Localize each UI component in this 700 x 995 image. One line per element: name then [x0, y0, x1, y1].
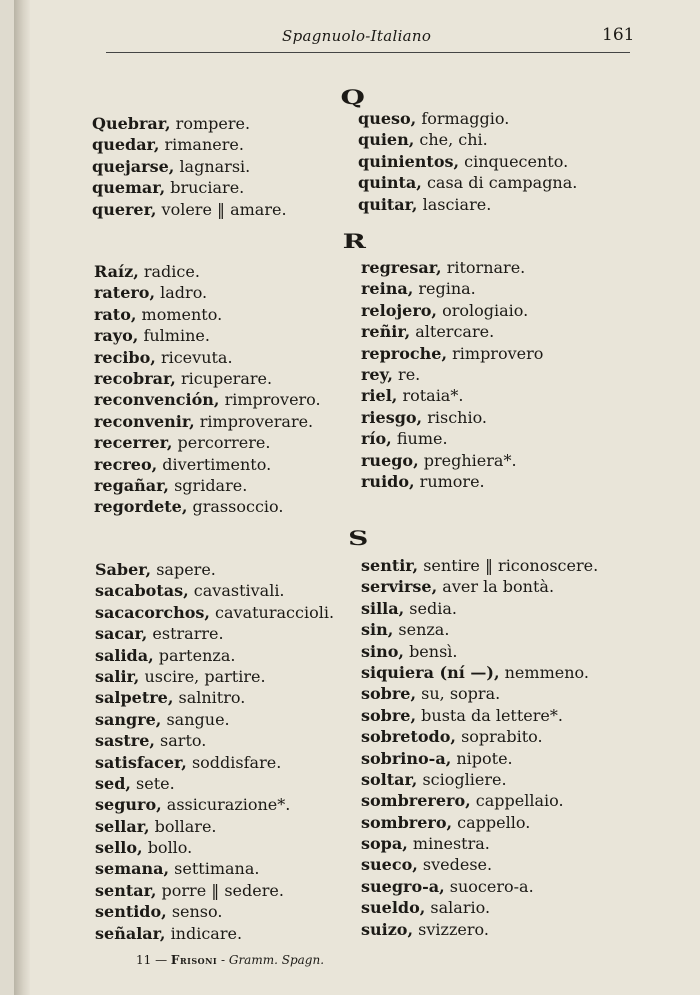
entry-translation: nipote.	[456, 748, 513, 768]
entry-translation: momento.	[141, 304, 223, 324]
dictionary-entry	[361, 619, 598, 640]
dictionary-entry	[361, 854, 598, 875]
entry-translation: minestra.	[412, 834, 490, 854]
entry-headword: Saber,	[95, 560, 152, 579]
entry-translation: bensì.	[409, 641, 458, 661]
entry-headword: sopa,	[361, 834, 408, 854]
entry-headword: sombrerero,	[361, 791, 471, 811]
dictionary-entry	[95, 752, 334, 773]
entry-headword: reñir,	[361, 322, 411, 342]
entry-headword: reina,	[361, 279, 414, 299]
section-r-left-column	[94, 261, 321, 518]
dictionary-entry	[94, 411, 321, 432]
entry-translation: casa di campagna.	[426, 173, 578, 193]
entry-translation: rimprovero	[452, 343, 544, 363]
dictionary-entry	[95, 602, 334, 623]
dictionary-entry	[361, 428, 543, 449]
dictionary-entry	[95, 923, 334, 944]
page-number: 161	[602, 25, 635, 45]
entry-translation: sangue.	[166, 709, 230, 729]
entry-headword: semana,	[95, 859, 170, 879]
entry-translation: svedese.	[422, 855, 493, 875]
entry-headword: ruido,	[361, 471, 415, 491]
entry-headword: sobrino-a,	[361, 748, 452, 768]
header-rule	[106, 52, 630, 53]
dictionary-entry	[361, 576, 598, 597]
entry-headword: sueldo,	[361, 898, 426, 918]
entry-headword: salida,	[95, 645, 154, 665]
dictionary-entry	[95, 901, 334, 922]
dictionary-entry	[361, 726, 598, 747]
entry-headword: quinta,	[358, 173, 422, 193]
dictionary-entry	[92, 156, 287, 177]
dictionary-entry	[94, 325, 321, 346]
entry-translation: senso.	[171, 902, 223, 922]
entry-headword: sed,	[95, 773, 131, 793]
entry-translation: ladro.	[160, 283, 208, 303]
entry-translation: nemmeno.	[504, 662, 589, 682]
entry-headword: sentido,	[95, 902, 167, 922]
entry-translation: volere ‖ amare.	[161, 199, 287, 219]
entry-translation: sciogliere.	[422, 769, 507, 789]
section-s-right-column	[361, 555, 598, 940]
book-page	[14, 0, 700, 995]
entry-headword: suizo,	[361, 919, 414, 939]
entry-translation: svizzero.	[418, 919, 489, 939]
entry-headword: recerrer,	[94, 433, 173, 453]
dictionary-entry	[361, 555, 598, 576]
entry-translation: rimproverare.	[199, 411, 314, 431]
entry-headword: regañar,	[94, 475, 169, 495]
dictionary-entry	[361, 833, 598, 854]
dictionary-entry	[361, 257, 543, 278]
entry-headword: regordete,	[94, 497, 188, 517]
dictionary-entry	[94, 454, 321, 475]
entry-translation: rimanere.	[164, 135, 244, 155]
dictionary-entry	[92, 177, 287, 198]
entry-translation: che, chi.	[419, 130, 488, 150]
entry-translation: su, sopra.	[421, 684, 501, 704]
dictionary-entry	[358, 151, 577, 172]
dictionary-entry	[358, 108, 577, 129]
entry-headword: queso,	[358, 109, 417, 128]
entry-translation: cappellaio.	[475, 791, 564, 811]
dictionary-entry	[361, 705, 598, 726]
entry-translation: partenza.	[158, 645, 236, 665]
entry-translation: assicurazione*.	[166, 795, 291, 815]
entry-translation: grassoccio.	[192, 497, 284, 517]
entry-headword: rey,	[361, 364, 393, 384]
footer-book-title: Gramm. Spagn.	[228, 953, 325, 967]
section-s-left-column	[95, 559, 334, 944]
binding-gutter	[14, 0, 30, 995]
dictionary-entry	[95, 709, 334, 730]
section-letter-r: R	[342, 229, 366, 253]
dictionary-entry	[361, 897, 598, 918]
entry-translation: indicare.	[170, 923, 243, 943]
entry-translation: salnitro.	[178, 688, 246, 708]
dictionary-entry	[95, 773, 334, 794]
entry-translation: preghiera*.	[423, 450, 517, 470]
entry-translation: soprabito.	[461, 727, 543, 747]
entry-headword: sin,	[361, 620, 394, 640]
entry-translation: soddisfare.	[191, 752, 282, 772]
entry-headword: recibo,	[94, 347, 156, 367]
entry-headword: riel,	[361, 386, 398, 406]
entry-headword: relojero,	[361, 300, 437, 320]
entry-translation: sgridare.	[174, 475, 248, 495]
entry-translation: orologiaio.	[442, 300, 529, 320]
entry-headword: rayo,	[94, 326, 139, 346]
dictionary-entry	[361, 278, 543, 299]
dictionary-entry	[361, 300, 543, 321]
entry-headword: sobretodo,	[361, 727, 456, 747]
dictionary-entry	[361, 471, 543, 492]
entry-translation: estrarre.	[152, 624, 224, 644]
entry-headword: soltar,	[361, 769, 418, 789]
entry-headword: regresar,	[361, 258, 442, 277]
entry-translation: cavaturaccioli.	[215, 602, 335, 622]
entry-translation: rompere.	[175, 114, 251, 133]
entry-translation: altercare.	[415, 322, 495, 342]
entry-translation: radice.	[143, 262, 200, 281]
entry-translation: ritornare.	[446, 258, 526, 277]
entry-translation: fulmine.	[143, 326, 210, 346]
dictionary-entry	[94, 432, 321, 453]
dictionary-entry	[92, 113, 287, 134]
dictionary-entry	[94, 282, 321, 303]
entry-headword: sello,	[95, 838, 143, 858]
entry-headword: salpetre,	[95, 688, 174, 708]
dictionary-entry	[361, 450, 543, 471]
entry-translation: re.	[398, 364, 421, 384]
entry-translation: suocero-a.	[449, 876, 534, 896]
entry-translation: cinquecento.	[464, 151, 569, 171]
section-q-left-column	[92, 113, 287, 220]
entry-translation: rotaia*.	[402, 386, 464, 406]
entry-headword: sobre,	[361, 684, 417, 704]
page-footer	[136, 953, 324, 967]
entry-translation: regina.	[418, 279, 476, 299]
dictionary-entry	[361, 683, 598, 704]
dictionary-entry	[361, 919, 598, 940]
entry-headword: suegro-a,	[361, 876, 445, 896]
dictionary-entry	[94, 347, 321, 368]
entry-translation: rumore.	[419, 471, 485, 491]
section-letter-q: Q	[340, 85, 365, 109]
dictionary-entry	[361, 662, 598, 683]
dictionary-entry	[94, 389, 321, 410]
entry-headword: quejarse,	[92, 156, 175, 176]
entry-translation: percorrere.	[177, 433, 271, 453]
entry-translation: rimprovero.	[224, 390, 321, 410]
entry-translation: cappello.	[457, 812, 531, 832]
entry-translation: senza.	[398, 620, 450, 640]
entry-headword: rato,	[94, 304, 137, 324]
dictionary-entry	[361, 343, 543, 364]
footer-separator: -	[220, 953, 226, 967]
dictionary-entry	[95, 837, 334, 858]
entry-translation: sarto.	[160, 731, 207, 751]
entry-headword: sellar,	[95, 816, 150, 836]
dictionary-entry	[361, 812, 598, 833]
entry-headword: recreo,	[94, 454, 158, 474]
dictionary-entry	[95, 645, 334, 666]
entry-translation: bruciare.	[170, 178, 245, 198]
entry-translation: rischio.	[427, 407, 488, 427]
entry-headword: quien,	[358, 130, 415, 150]
entry-headword: Quebrar,	[92, 114, 171, 133]
dictionary-entry	[361, 407, 543, 428]
dictionary-entry	[95, 623, 334, 644]
dictionary-entry	[94, 304, 321, 325]
entry-headword: quedar,	[92, 135, 160, 155]
entry-headword: ruego,	[361, 450, 419, 470]
dictionary-entry	[94, 475, 321, 496]
dictionary-entry	[358, 129, 577, 150]
entry-translation: sapere.	[156, 560, 216, 579]
entry-headword: ratero,	[94, 283, 156, 303]
entry-headword: querer,	[92, 199, 157, 219]
entry-translation: busta da lettere*.	[421, 705, 563, 725]
entry-headword: sacabotas,	[95, 581, 189, 601]
entry-headword: Raíz,	[94, 262, 139, 281]
entry-headword: recobrar,	[94, 368, 176, 388]
entry-headword: reconvenir,	[94, 411, 195, 431]
entry-headword: salir,	[95, 666, 140, 686]
entry-translation: sentire ‖ riconoscere.	[423, 556, 599, 575]
dictionary-entry	[92, 134, 287, 155]
dictionary-entry	[361, 790, 598, 811]
entry-headword: seguro,	[95, 795, 162, 815]
footer-sheet-number: 11 —	[136, 953, 168, 967]
entry-headword: sangre,	[95, 709, 162, 729]
running-header: Spagnuolo-Italiano	[282, 27, 432, 45]
entry-headword: sacar,	[95, 624, 148, 644]
entry-headword: silla,	[361, 598, 405, 618]
dictionary-entry	[95, 580, 334, 601]
dictionary-entry	[361, 748, 598, 769]
entry-translation: ricevuta.	[160, 347, 233, 367]
entry-translation: lagnarsi.	[179, 156, 251, 176]
entry-headword: sobre,	[361, 705, 417, 725]
dictionary-entry	[95, 880, 334, 901]
entry-headword: sentar,	[95, 880, 157, 900]
dictionary-entry	[361, 641, 598, 662]
entry-translation: bollo.	[147, 838, 193, 858]
entry-translation: ricuperare.	[180, 368, 273, 388]
dictionary-entry	[95, 794, 334, 815]
entry-headword: sino,	[361, 641, 404, 661]
dictionary-entry	[361, 598, 598, 619]
dictionary-entry	[358, 172, 577, 193]
entry-translation: porre ‖ sedere.	[161, 880, 284, 900]
entry-headword: quemar,	[92, 178, 166, 198]
dictionary-entry	[95, 730, 334, 751]
dictionary-entry	[95, 816, 334, 837]
section-letter-s: S	[348, 526, 369, 550]
entry-headword: reproche,	[361, 343, 448, 363]
dictionary-entry	[361, 385, 543, 406]
entry-headword: sentir,	[361, 556, 419, 575]
entry-headword: sombrero,	[361, 812, 453, 832]
dictionary-entry	[95, 687, 334, 708]
entry-translation: aver la bontà.	[442, 577, 555, 597]
entry-translation: uscire, partire.	[144, 666, 266, 686]
entry-translation: divertimento.	[162, 454, 272, 474]
dictionary-entry	[95, 666, 334, 687]
dictionary-entry	[94, 368, 321, 389]
entry-translation: settimana.	[174, 859, 260, 879]
entry-translation: fiume.	[396, 429, 448, 449]
entry-headword: quinientos,	[358, 151, 460, 171]
dictionary-entry	[361, 769, 598, 790]
entry-headword: sastre,	[95, 731, 155, 751]
entry-translation: sete.	[136, 773, 175, 793]
dictionary-entry	[361, 364, 543, 385]
dictionary-entry	[92, 199, 287, 220]
section-q-right-column	[358, 108, 577, 215]
dictionary-entry	[95, 858, 334, 879]
entry-translation: lasciare.	[422, 194, 492, 214]
entry-headword: sacacorchos,	[95, 602, 210, 622]
dictionary-entry	[361, 321, 543, 342]
entry-headword: siquiera (ní —),	[361, 662, 500, 682]
entry-translation: bollare.	[154, 816, 217, 836]
entry-headword: señalar,	[95, 923, 166, 943]
dictionary-entry	[358, 194, 577, 215]
entry-translation: formaggio.	[421, 109, 510, 128]
entry-translation: cavastivali.	[193, 581, 285, 601]
footer-author: Frisoni	[170, 953, 218, 967]
section-r-right-column	[361, 257, 543, 492]
entry-translation: salario.	[430, 898, 491, 918]
entry-headword: sueco,	[361, 855, 418, 875]
dictionary-entry	[94, 496, 321, 517]
entry-headword: reconvención,	[94, 390, 220, 410]
entry-translation: sedia.	[409, 598, 457, 618]
entry-headword: satisfacer,	[95, 752, 187, 772]
dictionary-entry	[361, 876, 598, 897]
entry-headword: riesgo,	[361, 407, 423, 427]
dictionary-entry	[95, 559, 334, 580]
entry-headword: servirse,	[361, 577, 438, 597]
entry-headword: río,	[361, 429, 392, 449]
entry-headword: quitar,	[358, 194, 418, 214]
dictionary-entry	[94, 261, 321, 282]
